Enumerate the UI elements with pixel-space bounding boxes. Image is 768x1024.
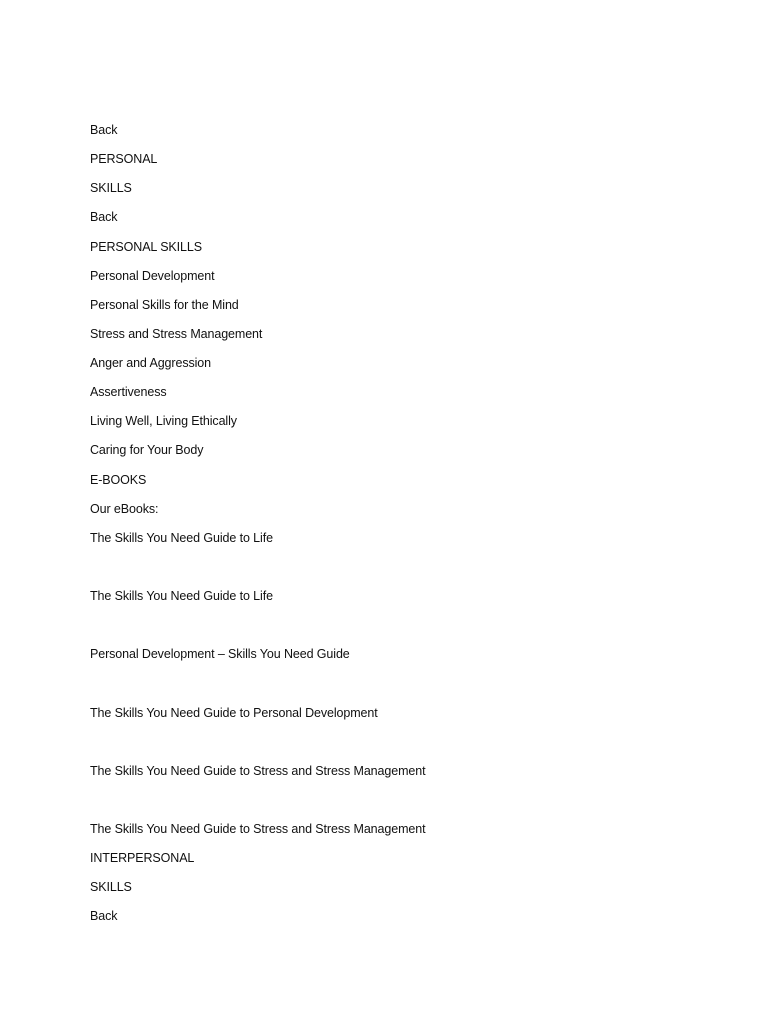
ebook-link[interactable]: The Skills You Need Guide to Stress and Stress Management	[90, 764, 426, 778]
section-heading-skills: SKILLS	[90, 880, 132, 894]
ebooks-subheading: Our eBooks:	[90, 502, 159, 516]
personal-skills-heading: PERSONAL SKILLS	[90, 240, 202, 254]
ebook-link[interactable]: The Skills You Need Guide to Life	[90, 531, 273, 545]
back-link[interactable]: Back	[90, 909, 118, 923]
ebook-link[interactable]: Personal Development – Skills You Need Guide	[90, 647, 350, 661]
section-heading-personal: PERSONAL	[90, 152, 158, 166]
nav-link-living-well[interactable]: Living Well, Living Ethically	[90, 414, 237, 428]
ebook-link[interactable]: The Skills You Need Guide to Life	[90, 589, 273, 603]
nav-link-stress-management[interactable]: Stress and Stress Management	[90, 327, 263, 341]
section-heading-interpersonal: INTERPERSONAL	[90, 851, 195, 865]
nav-link-caring-body[interactable]: Caring for Your Body	[90, 443, 204, 457]
nav-link-anger-aggression[interactable]: Anger and Aggression	[90, 356, 212, 370]
ebooks-heading: E-BOOKS	[90, 473, 147, 487]
back-link[interactable]: Back	[90, 210, 118, 224]
ebook-link[interactable]: The Skills You Need Guide to Personal Development	[90, 706, 378, 720]
nav-link-assertiveness[interactable]: Assertiveness	[90, 385, 167, 399]
section-heading-skills: SKILLS	[90, 181, 132, 195]
ebook-link[interactable]: The Skills You Need Guide to Stress and Stress Management	[90, 822, 426, 836]
nav-link-personal-skills-mind[interactable]: Personal Skills for the Mind	[90, 298, 239, 312]
back-link[interactable]: Back	[90, 123, 118, 137]
nav-link-personal-development[interactable]: Personal Development	[90, 269, 215, 283]
